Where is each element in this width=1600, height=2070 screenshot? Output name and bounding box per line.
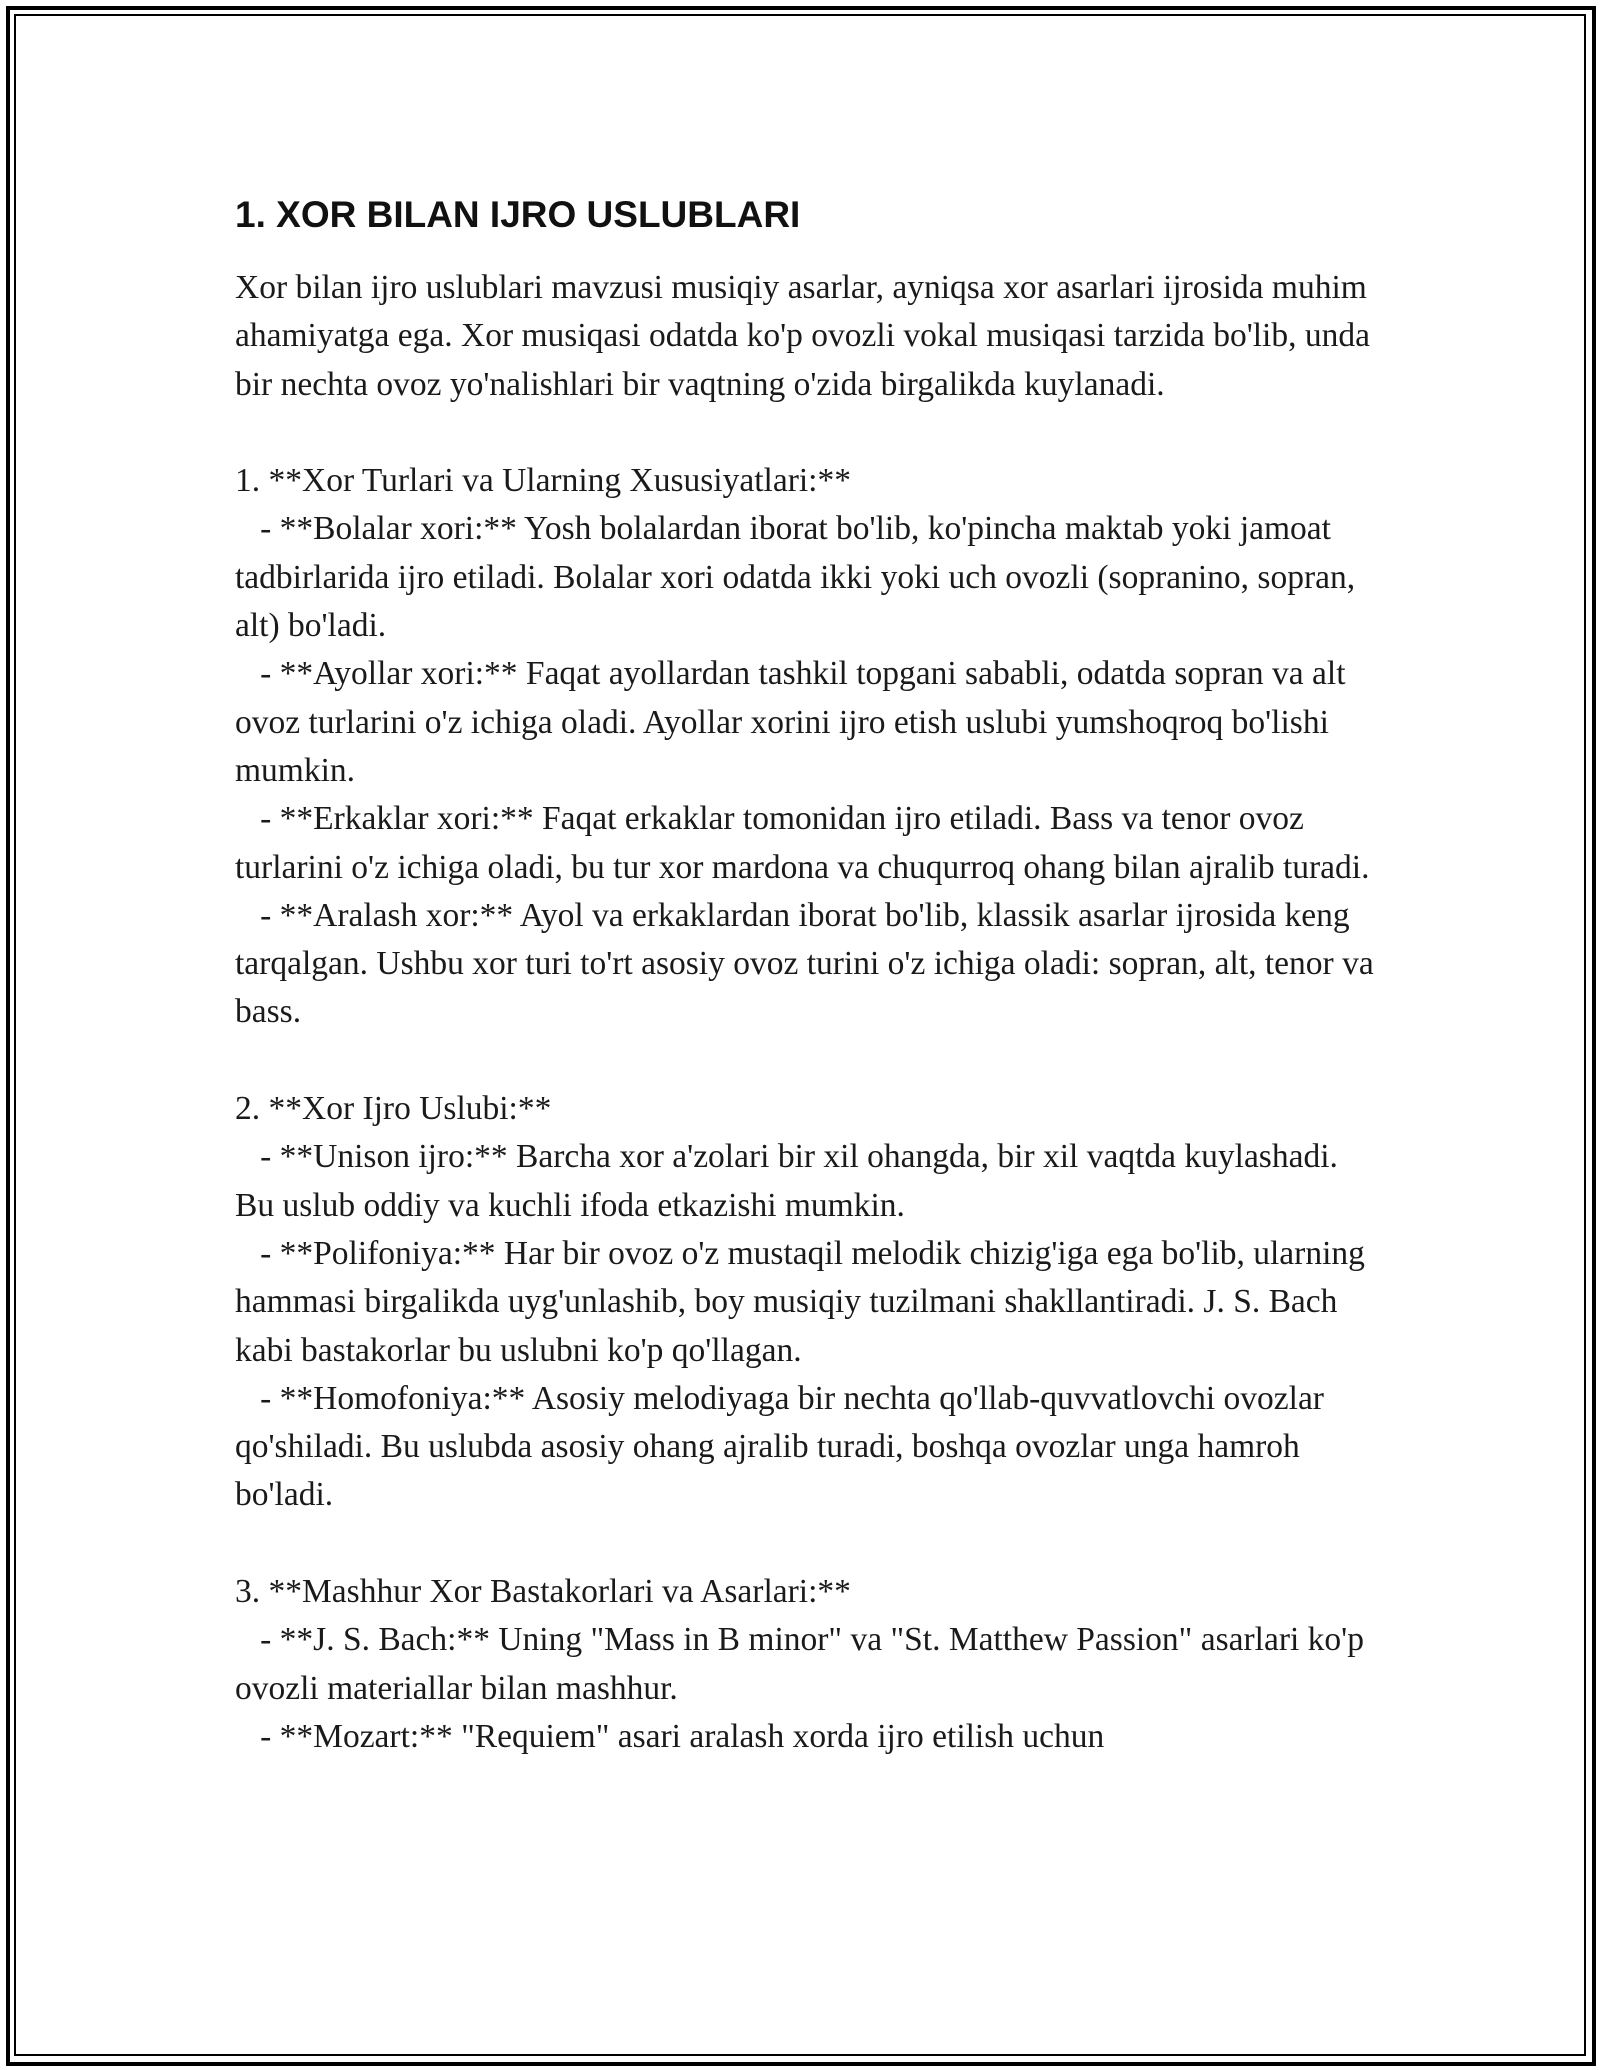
list-item: - **Ayollar xori:** Faqat ayollardan tashkil topgani sababli, odatda sopran va alt ovoz turlarini o'z ichiga oladi. Ayollar xorini ijro etish uslubi yumshoqroq bo'lishi mumkin.: [235, 655, 1354, 789]
paragraph-gap: [235, 1037, 1385, 1085]
list-item: - **Bolalar xori:** Yosh bolalardan iborat bo'lib, ko'pincha maktab yoki jamoat tadbirlarida ijro etiladi. Bolalar xori odatda ikki yoki uch ovozli (sopranino, sopran, alt) bo'ladi.: [235, 510, 1364, 645]
section-styles: [235, 1085, 1385, 1520]
section-heading: 2. **Xor Ijro Uslubi:**: [235, 1090, 552, 1128]
list-item: - **Polifoniya:** Har bir ovoz o'z mustaqil melodik chizig'iga ega bo'lib, ularning hammasi birgalikda uyg'unlashib, boy musiqiy tuzilmani shakllantiradi. J. S. Bach kabi bastakorlar bu uslubni ko'p qo'llagan.: [235, 1234, 1374, 1369]
section-heading: 1. **Xor Turlari va Ularning Xususiyatlari:**: [235, 462, 851, 500]
paragraph-gap: [235, 1520, 1385, 1568]
section-types: [235, 457, 1385, 1037]
list-item: - **Aralash xor:** Ayol va erkaklardan iborat bo'lib, klassik asarlar ijrosida keng tarqalgan. Ushbu xor turi to'rt asosiy ovoz turini o'z ichiga oladi: sopran, alt, tenor va bass.: [235, 896, 1383, 1031]
section-heading: 3. **Mashhur Xor Bastakorlari va Asarlari:**: [235, 1573, 851, 1611]
list-item: - **Unison ijro:** Barcha xor a'zolari bir xil ohangda, bir xil vaqtda kuylashadi. Bu uslub oddiy va kuchli ifoda etkazishi mumkin.: [235, 1138, 1347, 1224]
list-item: - **Erkaklar xori:** Faqat erkaklar tomonidan ijro etiladi. Bass va tenor ovoz turlarini o'z ichiga oladi, bu tur xor mardona va chuqurroq ohang bilan ajralib turadi.: [235, 800, 1370, 886]
list-item: - **J. S. Bach:** Uning "Mass in B minor" va "St. Matthew Passion" asarlari ko'p ovozli materiallar bilan mashhur.: [235, 1621, 1373, 1707]
intro-paragraph: Xor bilan ijro uslublari mavzusi musiqiy asarlar, ayniqsa xor asarlari ijrosida muhim ahamiyatga ega. Xor musiqasi odatda ko'p ovozli vokal musiqasi tarzida bo'lib, unda bir nechta ovoz yo'nalishlari bir vaqtning o'zida birgalikda kuylanadi.: [235, 269, 1379, 403]
document-title: 1. XOR BILAN IJRO USLUBLARI: [235, 194, 801, 235]
list-item: - **Homofoniya:** Asosiy melodiyaga bir nechta qo'llab-quvvatlovchi ovozlar qo'shiladi. Bu uslubda asosiy ohang ajralib turadi, boshqa ovozlar unga hamroh bo'ladi.: [235, 1379, 1333, 1514]
section-composers: [235, 1568, 1385, 1761]
paragraph-gap: [235, 409, 1385, 457]
list-item: - **Mozart:** "Requiem" asari aralash xorda ijro etilish uchun: [235, 1717, 1105, 1755]
document-body: [235, 188, 1385, 1761]
